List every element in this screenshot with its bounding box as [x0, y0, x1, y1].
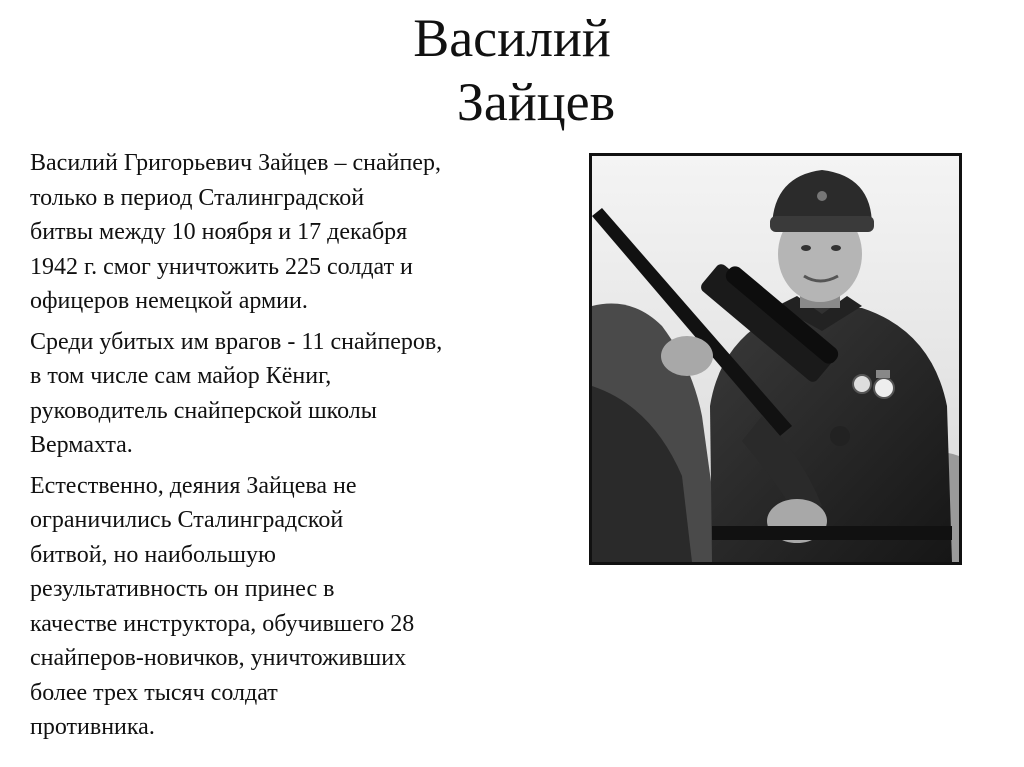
paragraph-3 — [30, 469, 570, 745]
sniper-photo-illustration — [592, 156, 959, 562]
paragraph-3-line: противника. — [30, 714, 155, 740]
title-line-1: Василий — [413, 8, 611, 68]
paragraph-1-line: только в период Сталинградской — [30, 184, 365, 211]
paragraph-2-line: Вермахта. — [30, 432, 133, 458]
paragraph-2-line: Среди убитых им врагов - 11 снайперов, — [30, 328, 443, 355]
paragraph-1-line: 1942 г. смог уничтожить 225 солдат и — [30, 253, 413, 280]
paragraph-1-line: битвы между 10 ноября и 17 декабря — [30, 219, 408, 245]
title-line-2: Зайцев — [456, 72, 616, 132]
paragraph-3-line: результативность он принес в — [30, 576, 335, 602]
paragraph-3-line: более трех тысяч солдат — [30, 679, 278, 706]
paragraph-2 — [30, 325, 570, 463]
paragraph-3-line: снайперов-новичков, уничтоживших — [30, 645, 407, 671]
slide-title — [0, 6, 1024, 134]
paragraph-2-line: в том числе сам майор Кёниг, — [30, 363, 332, 389]
paragraph-3-line: ограничились Сталинградской — [30, 507, 344, 533]
paragraph-1-line: Василий Григорьевич Зайцев – снайпер, — [30, 150, 441, 176]
body-text — [30, 146, 570, 751]
paragraph-3-line: качестве инструктора, обучившего 28 — [30, 610, 415, 637]
paragraph-3-line: Естественно, деяния Зайцева не — [30, 472, 357, 499]
paragraph-1-line: офицеров немецкой армии. — [30, 288, 308, 314]
paragraph-2-line: руководитель снайперской школы — [30, 397, 377, 424]
paragraph-3-line: битвой, но наибольшую — [30, 541, 276, 568]
paragraph-1 — [30, 146, 570, 319]
sniper-photo — [589, 153, 962, 565]
